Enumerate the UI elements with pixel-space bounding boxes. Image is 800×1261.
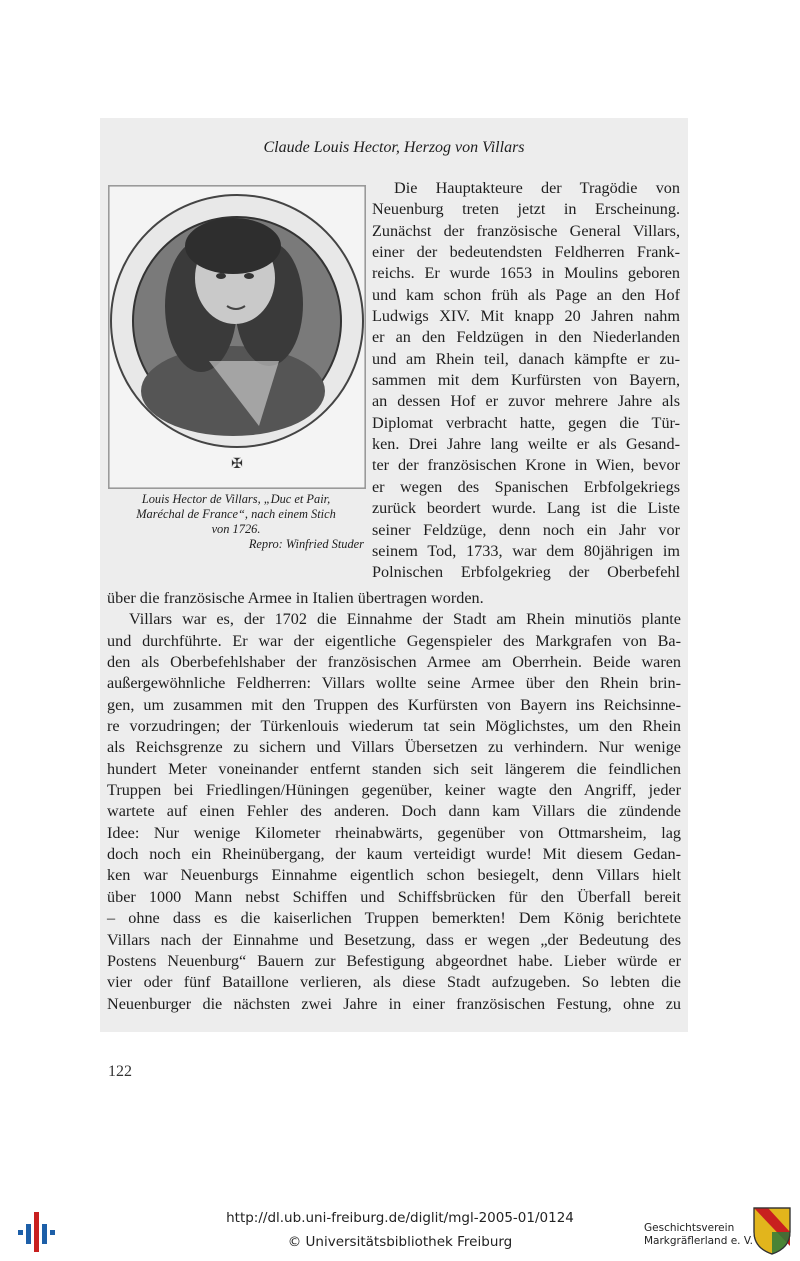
society-name [644,1222,754,1248]
text-line: re vorzudringen; der Türkenlouis wiederum tat sein Möglichstes, um den Rhein [107,717,681,736]
text-line: einer der bedeutendsten Feldherren Frank- [372,243,680,262]
text-line: Idee: Nur wenige Kilometer rheinabwärts, gegenüber von Ottmarsheim, lag [107,823,681,842]
society-line: Markgräflerland e. V. [644,1235,754,1247]
photo-credit: Repro: Winfried Studer [248,537,364,551]
text-line: Truppen bei Friedlingen/Hüningen gegenüber, keiner wagte den Angriff, jeder [107,781,681,800]
text-line: Zunächst der französische General Villars, [372,221,680,240]
text-line: Polnischen Erbfolgekrieg der Oberbefehl [372,563,680,582]
text-line: Villars nach der Einnahme und Besetzung, dass er wegen „der Bedeutung des [107,930,681,949]
coat-of-arms-icon [752,1206,792,1256]
text-line: gen, um zusammen mit den Truppen des Kurfürsten von Bayern ins Reichsinne- [107,695,681,714]
text-line: an dessen Hof er zuvor mehrere Jahre als [372,392,680,411]
footer-bar [0,1200,800,1259]
text-line: seiner Feldzüge, denn noch ein Jahr vor [372,520,680,539]
text-line: Ludwigs XIV. Mit knapp 20 Jahren nahm [372,307,680,326]
text-line: reichs. Er wurde 1653 in Moulins geboren [372,264,680,283]
text-line: außergewöhnliche Feldherren: Villars wollte seine Armee über den Rhein brin- [107,674,681,693]
text-line: sammen mit dem Kurfürsten von Bayern, [372,371,680,390]
text-line: als Reichsgrenze zu sichern und Villars Übersetzen zu verhindern. Nur wenige [107,738,681,757]
text-line: doch noch ein Rheinübergang, der kaum verteidigt wurde! Mit diesem Gedan- [107,845,681,864]
text-line: ken. Drei Jahre lang weilte er als Gesand- [372,435,680,454]
society-line: Geschichtsverein [644,1222,735,1234]
text-line: und kam schon früh als Page an den Hof [372,285,680,304]
text-line: wartete auf einen Fehler des anderen. Doch dann kam Villars die zündende [107,802,681,821]
caption-line: von 1726. [211,522,261,536]
text-line: vier oder fünf Bataillone verlieren, als diese Stadt aufzugeben. So lebten die [107,973,681,992]
caption-line: Louis Hector de Villars, „Duc et Pair, [141,492,331,506]
svg-text:✠: ✠ [231,457,243,472]
text-line: über 1000 Mann nebst Schiffen und Schiffsbrücken für den Überfall bereit [107,887,681,906]
text-line: Neuenburger die nächsten zwei Jahre in einer französischen Festung, ohne zu [107,994,681,1013]
caption-line: Maréchal de France“, nach einem Stich [136,507,336,521]
text-line: Postens Neuenburg“ Bauern zur Befestigung abgeordnet habe. Lieber würde er [107,951,681,970]
text-line: hundert Meter voneinander entfernt standen sich seit längerem die feindlichen [107,759,681,778]
text-line: den als Oberbefehlshaber der französischen Armee am Oberrhein. Beide waren [107,653,681,672]
text-line: zurück beordert wurde. Lang ist die Liste [372,499,680,518]
running-head: Claude Louis Hector, Herzog von Villars [263,139,525,156]
main-text [107,588,681,1015]
text-line: er wegen des Spanischen Erbfolgekriegs [372,477,680,496]
text-line: Diplomat verbracht hatte, gegen die Tür- [372,413,680,432]
text-line: – ohne dass es die kaiserlichen Truppen bemerkten! Dem König berichtete [107,909,681,928]
text-line: Neuenburg treten jetzt in Erscheinung. [372,200,680,219]
portrait-engraving [108,185,366,489]
footer-url-link[interactable]: http://dl.ub.uni-freiburg.de/diglit/mgl-2005-01/0124 [226,1210,574,1226]
text-line: Villars war es, der 1702 die Einnahme der Stadt am Rhein minutiös plante [129,610,681,629]
figure-caption [108,492,364,552]
page-number: 122 [108,1063,132,1080]
ub-logo-icon[interactable] [16,1208,56,1254]
text-line: ken war Neuenburgs Einnahme eigentlich schon besiegelt, denn Villars hielt [107,866,681,885]
text-line: und am Rhein teil, danach kämpfte er zu- [372,349,680,368]
text-line: und durchführte. Er war der eigentliche Gegenspieler des Markgrafen von Ba- [107,631,681,650]
text-line: über die französische Armee in Italien übertragen worden. [107,589,484,607]
text-line: Die Hauptakteure der Tragödie von [394,179,680,197]
text-line: er an den Feldzügen in den Niederlanden [372,328,680,347]
text-line: ter der französischen Krone in Wien, bevor [372,456,680,475]
text-line: seinem Tod, 1733, war dem 80jährigen im [372,541,680,560]
paragraph-intro [372,178,680,584]
footer-copyright: © Universitätsbibliothek Freiburg [287,1234,513,1250]
